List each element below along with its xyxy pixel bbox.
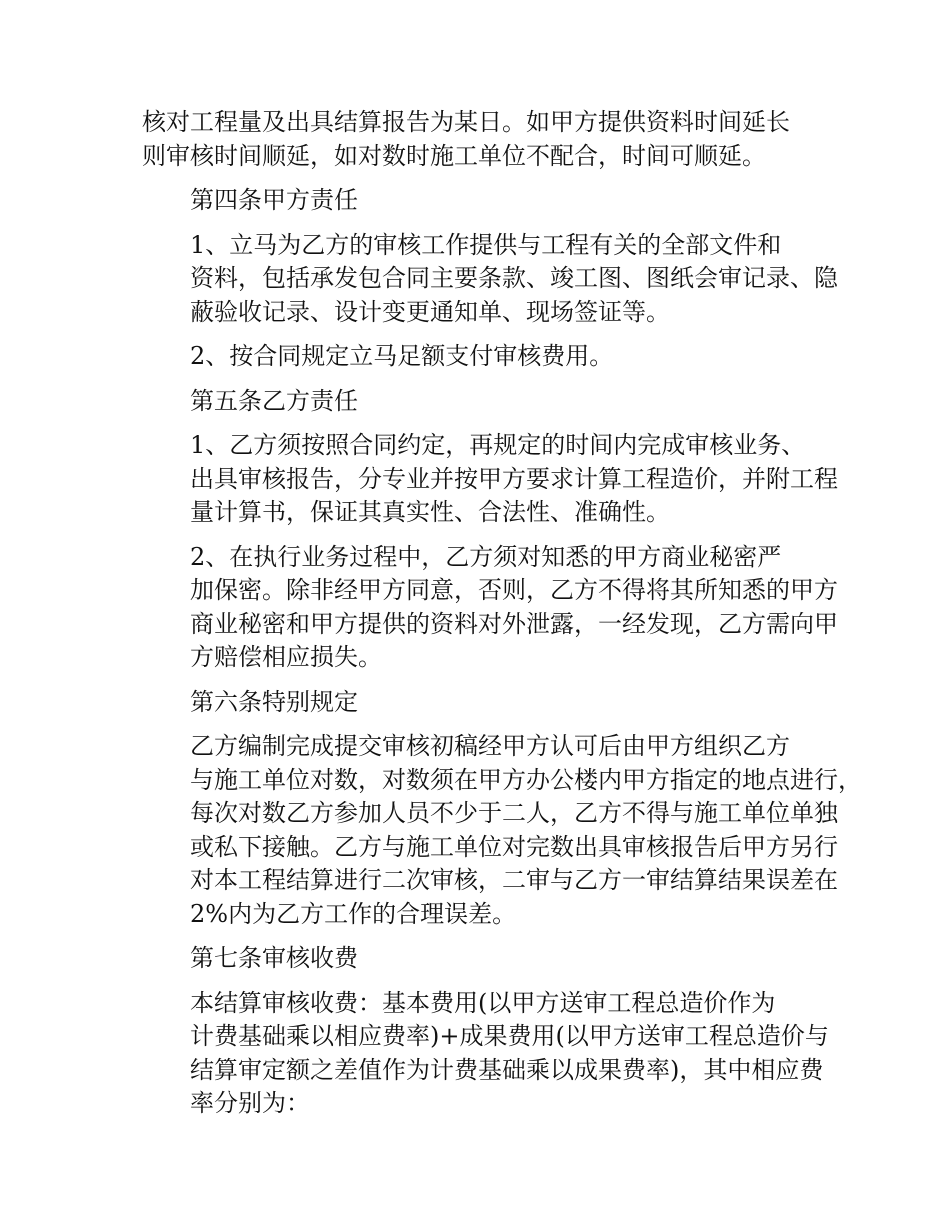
text-line: 2、在执行业务过程中，乙方须对知悉的甲方商业秘密严 (190, 542, 782, 571)
text-line: 第四条甲方责任 (190, 186, 358, 214)
paragraph (142, 942, 818, 976)
text-line: 方赔偿相应损失。 (190, 643, 382, 671)
text-line: 加保密。除非经甲方同意，否则，乙方不得将其所知悉的甲方 (190, 576, 838, 604)
paragraph (142, 730, 862, 931)
paragraph (142, 686, 818, 720)
text-line: 乙方编制完成提交审核初稿经甲方认可后由甲方组织乙方 (190, 732, 790, 760)
text-line: 第五条乙方责任 (190, 386, 358, 415)
text-line: 商业秘密和甲方提供的资料对外泄露，一经发现，乙方需向甲 (190, 609, 838, 638)
text-line: 蔽验收记录、设计变更通知单、现场签证等。 (190, 297, 670, 326)
paragraph (142, 987, 829, 1121)
paragraph (142, 541, 838, 675)
text-line: 2%内为乙方工作的合理误差。 (190, 899, 517, 928)
paragraph (142, 229, 838, 330)
text-line: 2、按合同规定立马足额支付审核费用。 (190, 342, 614, 370)
text-line: 每次对数乙方参加人员不少于二人，乙方不得与施工单位单独 (190, 799, 838, 827)
paragraph (142, 429, 838, 530)
text-line: 资料，包括承发包合同主要条款、竣工图、图纸会审记录、隐 (190, 264, 838, 292)
text-line: 对本工程结算进行二次审核，二审与乙方一审结算结果误差在 (190, 866, 838, 894)
text-line: 结算审定额之差值作为计费基础乘以成果费率)，其中相应费 (190, 1055, 824, 1084)
text-line: 率分别为： (190, 1089, 310, 1117)
text-line: 第六条特别规定 (190, 687, 358, 716)
text-line: 出具审核报告，分专业并按甲方要求计算工程造价，并附工程 (190, 464, 838, 493)
paragraph (142, 340, 818, 374)
text-line: 本结算审核收费：基本费用(以甲方送审工程总造价作为 (190, 988, 776, 1017)
text-line: 量计算书，保证其真实性、合法性、准确性。 (190, 498, 670, 526)
text-line: 与施工单位对数，对数须在甲方办公楼内甲方指定的地点进行， (190, 765, 862, 794)
text-line: 则审核时间顺延，如对数时施工单位不配合，时间可顺延。 (142, 141, 766, 170)
paragraph (142, 385, 818, 419)
text-line: 1、立马为乙方的审核工作提供与工程有关的全部文件和 (190, 230, 782, 259)
paragraph (142, 184, 818, 218)
paragraph (142, 106, 818, 173)
text-line: 或私下接触。乙方与施工单位对完数出具审核报告后甲方另行 (190, 832, 838, 861)
text-line: 计费基础乘以相应费率)+成果费用(以甲方送审工程总造价与 (190, 1022, 829, 1050)
text-line: 第七条审核收费 (190, 944, 358, 972)
text-line: 1、乙方须按照合同约定，再规定的时间内完成审核业务、 (190, 431, 806, 459)
document-page (142, 106, 862, 1132)
text-line: 核对工程量及出具结算报告为某日。如甲方提供资料时间延长 (142, 108, 790, 136)
